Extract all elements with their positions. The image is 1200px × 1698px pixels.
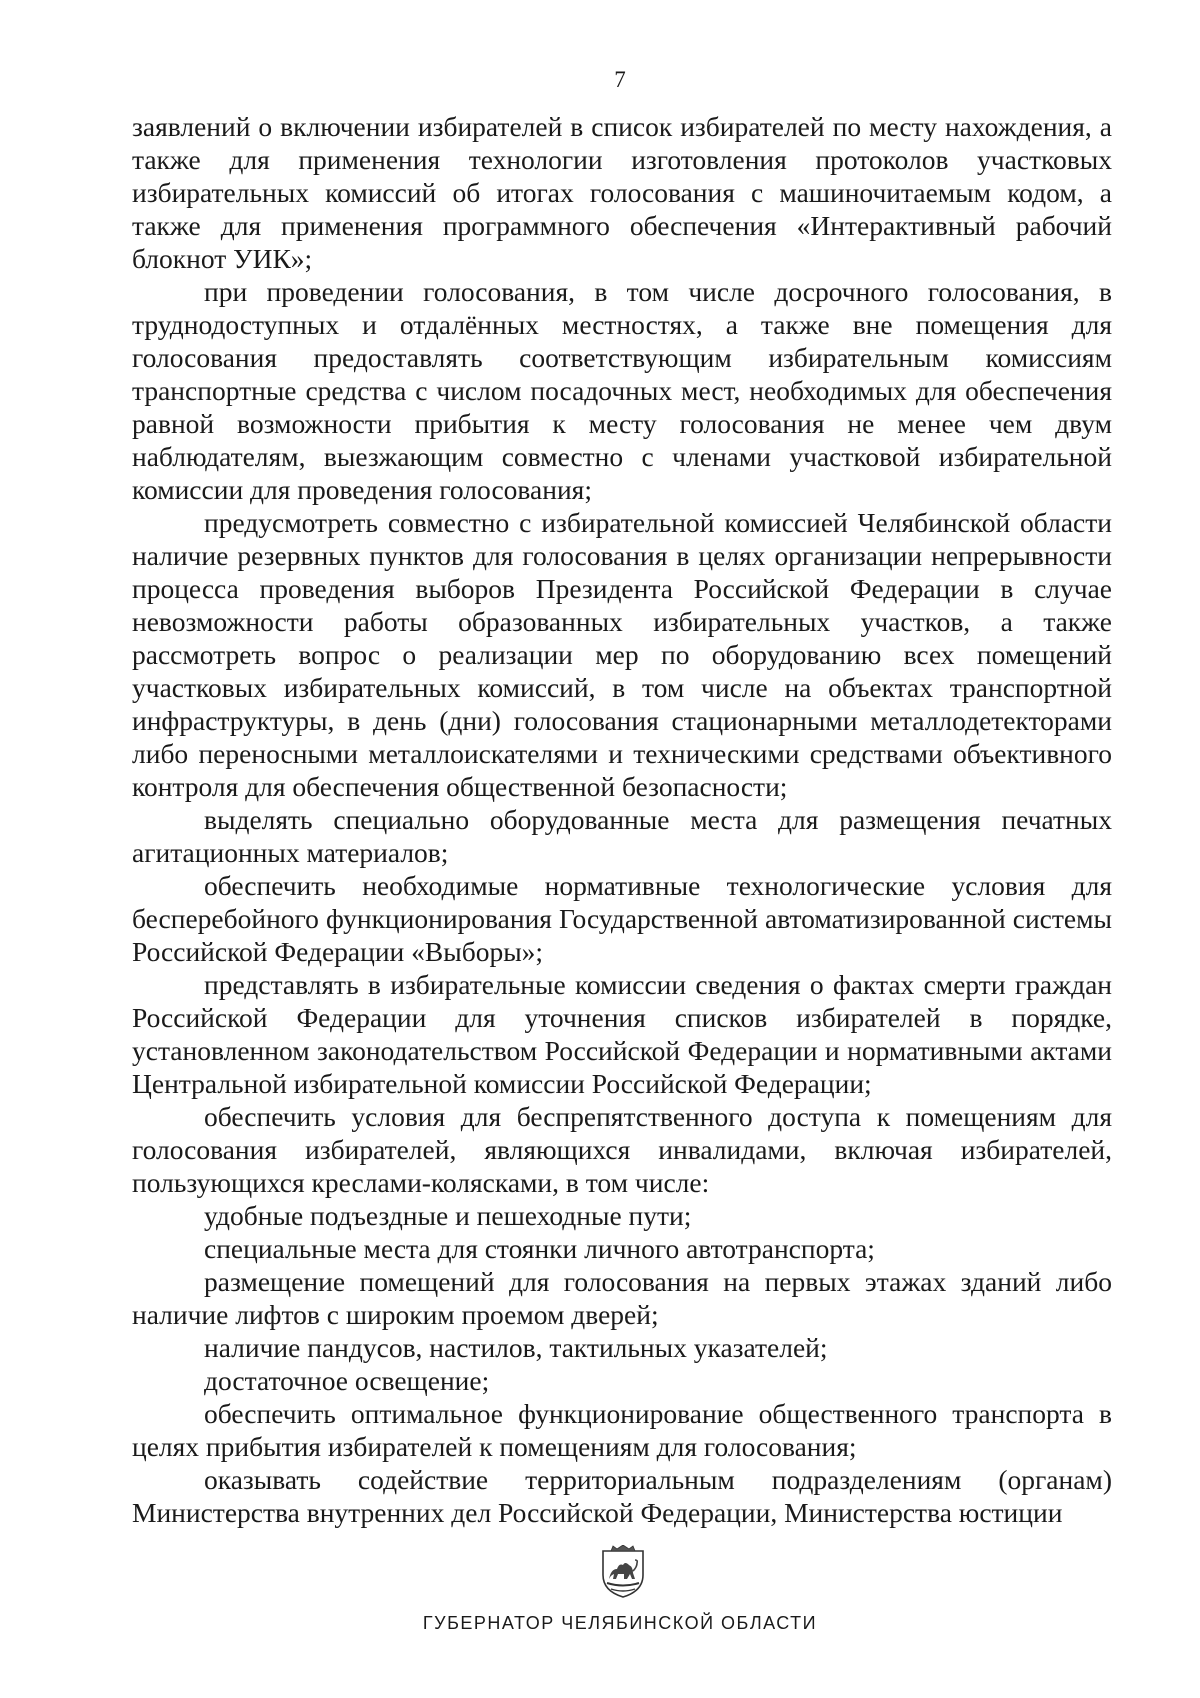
paragraph: оказывать содействие территориальным подразделениям (органам) Министерства внутренних дел Российской Федерации, Министерства юстиции (132, 1464, 1112, 1528)
paragraph: предусмотреть совместно с избирательной комиссией Челябинской области наличие резервных пунктов для голосования в целях организации непрерывности процесса проведения выборов Президента Российской Федерации в случае невозможности работы образованных избирательных участков, а также рассмотреть вопрос о реализации мер по оборудованию всех помещений участковых избирательных комиссий, в том числе на объектах транспортной инфраструктуры, в день (дни) голосования стационарными металлодетекторами либо переносными металлоискателями и техническими средствами объективного контроля для обеспечения общественной безопасности; (132, 507, 1112, 802)
paragraph: обеспечить условия для беспрепятственного доступа к помещениям для голосования избирателей, являющихся инвалидами, включая избирателей, пользующихся креслами-колясками, в том числе: (132, 1101, 1112, 1198)
list-item: специальные места для стоянки личного автотранспорта; (204, 1233, 875, 1264)
paragraph: обеспечить оптимальное функционирование общественного транспорта в целях прибытия избирателей к помещениям для голосования; (132, 1398, 1112, 1462)
paragraph: представлять в избирательные комиссии сведения о фактах смерти граждан Российской Федерации для уточнения списков избирателей в порядке, установленном законодательством Российской Федерации и нормативными актами Центральной избирательной комиссии Российской Федерации; (132, 969, 1112, 1099)
paragraph: выделять специально оборудованные места для размещения печатных агитационных материалов; (132, 804, 1112, 868)
page-number: 7 (614, 67, 626, 92)
list-item: размещение помещений для голосования на первых этажах зданий либо наличие лифтов с широким проемом дверей; (132, 1266, 1112, 1330)
list-item: наличие пандусов, настилов, тактильных указателей; (204, 1332, 828, 1363)
paragraph: заявлений о включении избирателей в список избирателей по месту нахождения, а также для применения технологии изготовления протоколов участковых избирательных комиссий об итогах голосования с машиночитаемым кодом, а также для применения программного обеспечения «Интерактивный рабочий блокнот УИК»; (132, 111, 1112, 274)
coat-of-arms-icon (597, 1545, 649, 1601)
footer-signature-block: ГУБЕРНАТОР ЧЕЛЯБИНСКОЙ ОБЛАСТИ (422, 1613, 818, 1633)
document-body (132, 110, 1112, 1529)
paragraph: обеспечить необходимые нормативные технологические условия для бесперебойного функционирования Государственной автоматизированной системы Российской Федерации «Выборы»; (132, 870, 1112, 967)
paragraph: при проведении голосования, в том числе досрочного голосования, в труднодоступных и отдалённых местностях, а также вне помещения для голосования предоставлять соответствующим избирательным комиссиям транспортные средства с числом посадочных мест, необходимых для обеспечения равной возможности прибытия к месту голосования не менее чем двум наблюдателям, выезжающим совместно с членами участковой избирательной комиссии для проведения голосования; (132, 276, 1112, 505)
list-item: достаточное освещение; (204, 1365, 490, 1396)
list-item: удобные подъездные и пешеходные пути; (204, 1200, 692, 1231)
